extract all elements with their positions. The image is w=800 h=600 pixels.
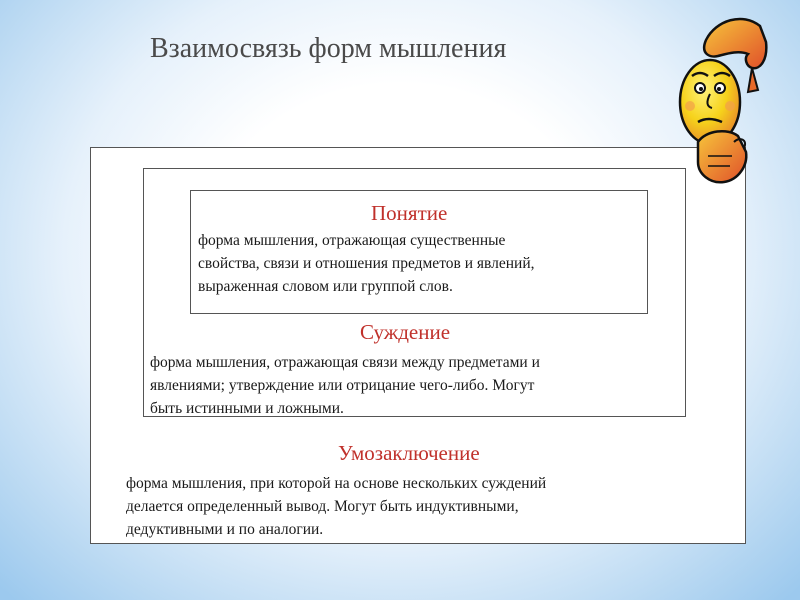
judgment-definition: [150, 351, 540, 420]
judgment-line-3: быть истинными и ложными.: [150, 400, 344, 417]
judgment-line-2: явлениями; утверждение или отрицание чего-либо. Могут: [150, 377, 535, 394]
inference-line-2: делается определенный вывод. Могут быть индуктивными,: [126, 498, 519, 515]
inference-heading: Умозаключение: [338, 441, 480, 465]
slide-title: Взаимосвязь форм мышления: [150, 33, 507, 64]
inference-line-3: дедуктивными и по аналогии.: [126, 521, 324, 538]
judgment-line-1: форма мышления, отражающая связи между предметами и: [150, 354, 540, 371]
inference-definition: [126, 472, 546, 541]
judgment-heading: Суждение: [360, 320, 451, 344]
concept-line-1: форма мышления, отражающая существенные: [198, 232, 506, 249]
inference-line-1: форма мышления, при которой на основе нескольких суждений: [126, 475, 547, 492]
concept-heading: Понятие: [371, 201, 448, 225]
concept-line-2: свойства, связи и отношения предметов и явлений,: [198, 255, 535, 272]
concept-definition: [198, 229, 535, 298]
concept-line-3: выраженная словом или группой слов.: [198, 278, 453, 295]
thinking-face-icon: [668, 10, 778, 190]
